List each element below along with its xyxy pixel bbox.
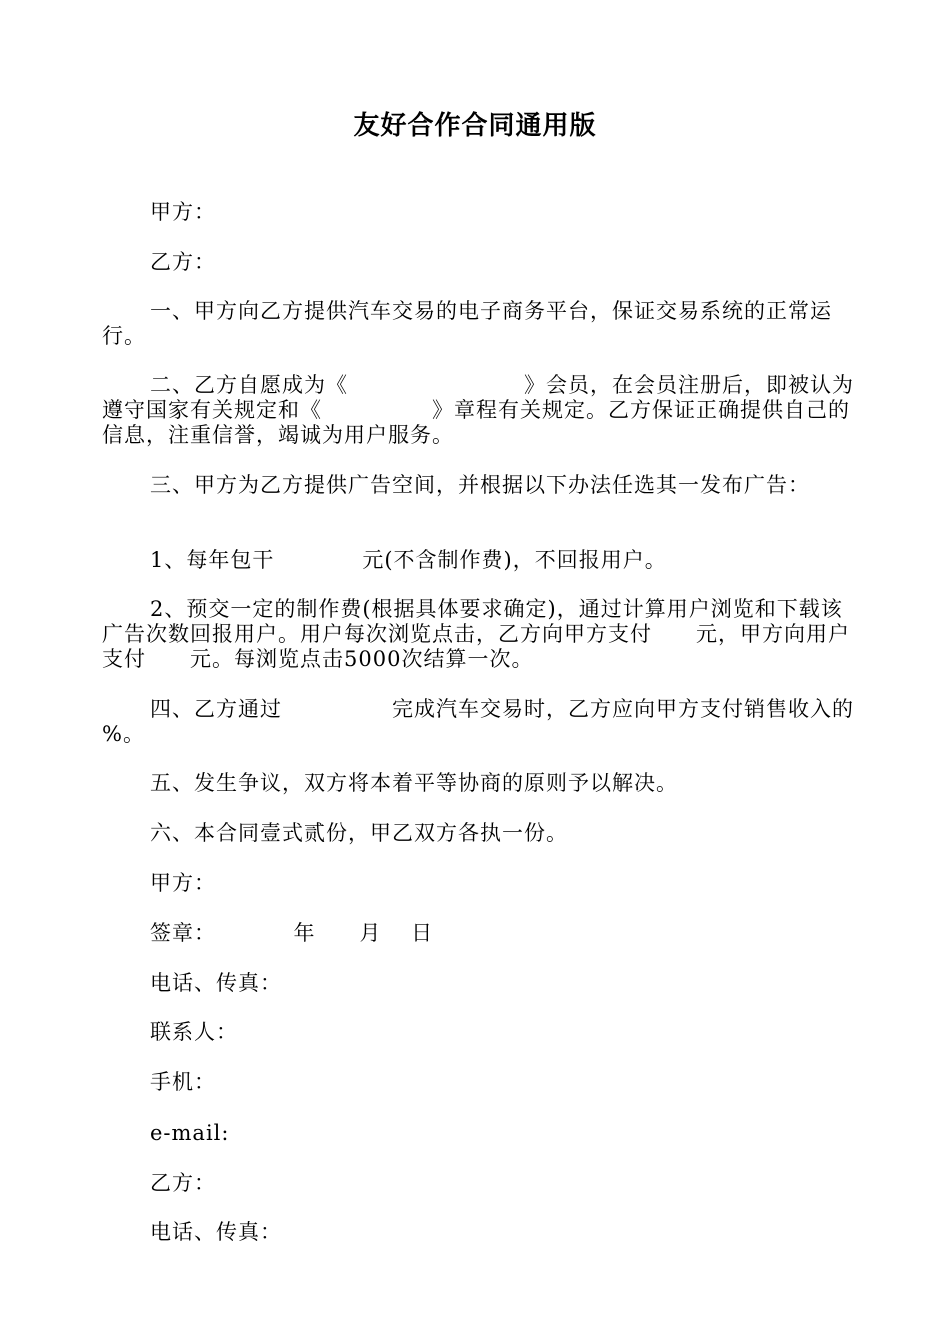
clause-3: 三、甲方为乙方提供广告空间，并根据以下办法任选其一发布广告： [150, 473, 810, 497]
signature-phone-fax-a: 电话、传真： [150, 971, 282, 995]
document-title: 友好合作合同通用版 [353, 111, 597, 141]
signature-phone-fax-b: 电话、传真： [150, 1220, 282, 1244]
signature-contact: 联系人： [150, 1020, 238, 1044]
clause-1: 一、甲方向乙方提供汽车交易的电子商务平台，保证交易系统的正常运行。 [102, 299, 832, 348]
clause-2: 二、乙方自愿成为《 》会员，在会员注册后，即被认为遵守国家有关规定和《 》章程有关规定。乙方保证正确提供自己的信息，注重信誉，竭诚为用户服务。 [102, 373, 854, 447]
clause-6: 六、本合同壹式贰份，甲乙双方各执一份。 [150, 821, 568, 845]
signature-seal-date: 签章： 年 月 日 [150, 921, 434, 945]
clause-5: 五、发生争议，双方将本着平等协商的原则予以解决。 [150, 771, 678, 795]
signature-mobile: 手机： [150, 1070, 216, 1094]
signature-email: e-mail: [150, 1121, 230, 1145]
option-1: 1、每年包干 元(不含制作费)，不回报用户。 [150, 548, 667, 572]
option-2: 2、预交一定的制作费(根据具体要求确定)，通过计算用户浏览和下载该广告次数回报用户。用户每次浏览点击，乙方向甲方支付 元，甲方向用户支付 元。每浏览点击5000次结算一次。 [102, 597, 850, 671]
party-b-label: 乙方： [150, 250, 216, 274]
signature-party-a: 甲方： [150, 871, 216, 895]
party-a-label: 甲方： [150, 200, 216, 224]
signature-party-b: 乙方： [150, 1171, 216, 1195]
clause-4: 四、乙方通过 完成汽车交易时，乙方应向甲方支付销售收入的 %。 [102, 697, 898, 746]
